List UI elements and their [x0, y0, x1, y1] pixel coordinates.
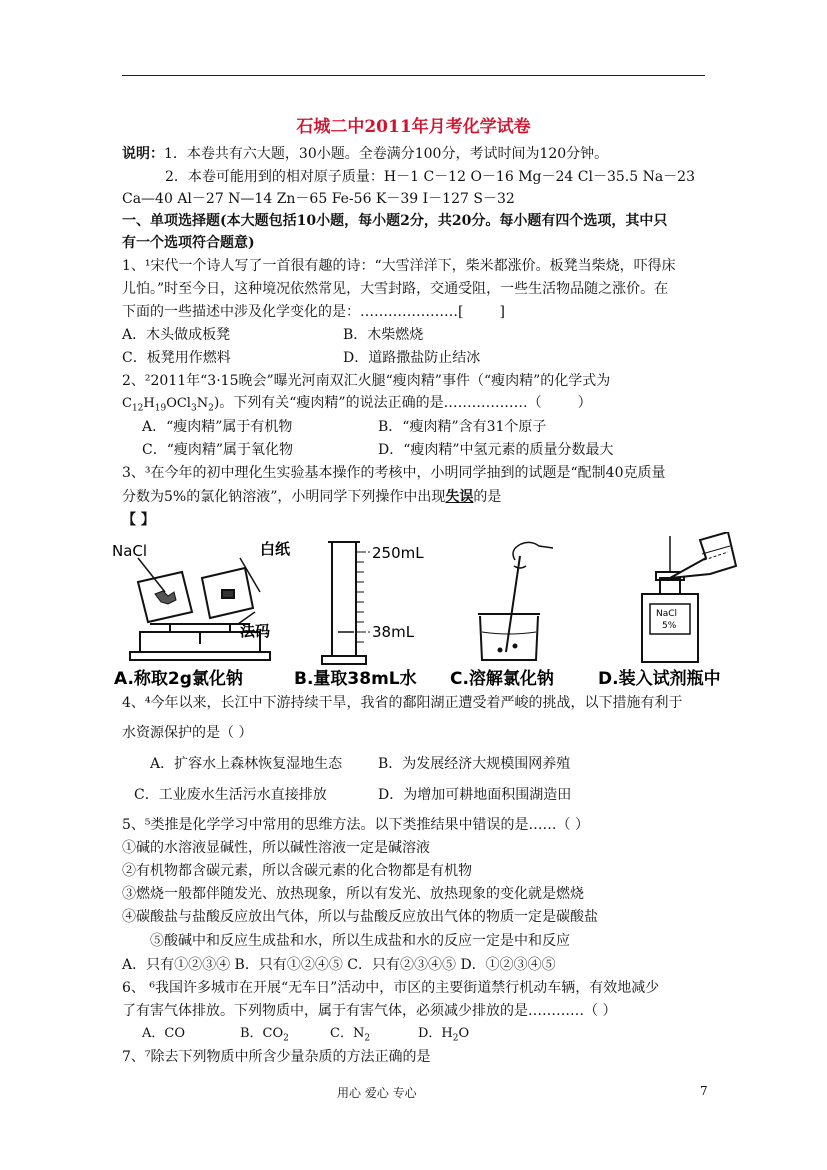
q6-option-a: A．CO: [142, 1026, 185, 1041]
balance-illustration: [130, 558, 270, 660]
instructions-label: 说明：: [122, 146, 164, 162]
q5-statement-2: ②有机物都含碳元素，所以含碳元素的化合物都是有机物: [122, 863, 472, 879]
header-rule: [122, 75, 705, 76]
q2-line-2: $C_{12}H_{19}OCl_3N_2$)。下列有关“瘦肉精”的说法正确的是………………（ ）: [122, 395, 592, 414]
caption-b: B.量取38mL水: [294, 669, 417, 689]
section-heading-1: 一、单项选择题(本大题包括10小题，每小题2分，共20分。每小题有四个选项，其中只: [122, 213, 668, 229]
caption-a: A.称取2g氯化钠: [114, 669, 243, 689]
instructions-line-3: Ca—40 Al－27 N—14 Zn－65 Fe-56 K－39 I－127 S－32: [122, 191, 515, 207]
q4-line-1: 4、⁴今年以来，长江中下游持续干旱，我省的鄱阳湖正遭受着严峻的挑战，以下措施有利于: [122, 695, 683, 711]
q5-statement-3: ③燃烧一般都伴随发光、放热现象，所以有发光、放热现象的变化就是燃烧: [122, 886, 584, 902]
bottle-label-name: NaCl: [656, 609, 678, 619]
q1-option-c: C．板凳用作燃料: [122, 350, 231, 366]
q2-line-1: 2、²2011年“3·15晚会”曝光河南双汇火腿“瘦肉精”事件（“瘦肉精”的化学式为: [122, 373, 611, 389]
page-number: 7: [700, 1084, 708, 1098]
q1-line-1: 1、¹宋代一个诗人写了一首很有趣的诗：“大雪洋洋下，柴米都涨价。板凳当柴烧，吓得床: [122, 258, 676, 274]
q2-formula: $C_{12}H_{19}OCl_3N_2$: [122, 396, 214, 414]
cylinder-illustration: [322, 542, 372, 664]
q5-statement-5: ⑤酸碱中和反应生成盐和水，所以生成盐和水的反应一定是中和反应: [150, 933, 570, 949]
q1-option-a: A．木头做成板凳: [122, 327, 231, 343]
q1-option-d: D．道路撒盐防止结冰: [343, 350, 481, 366]
q4-option-d: D．为增加可耕地面积围湖造田: [378, 787, 572, 803]
q2-option-d: D．“瘦肉精”中氢元素的质量分数最大: [378, 442, 614, 458]
q2-option-c: C．“瘦肉精”属于氧化物: [142, 442, 294, 458]
q4-option-c: C．工业废水生活污水直接排放: [134, 787, 327, 803]
q4-option-a: A．扩容水上森林恢复湿地生态: [150, 756, 343, 772]
q3-experiment-figure: [110, 532, 750, 692]
caption-d: D.装入试剂瓶中: [598, 669, 721, 689]
footer-motto: 用心 爱心 专心: [337, 1086, 417, 1100]
q7-line-1: 7、⁷除去下列物质中所含少量杂质的方法正确的是: [122, 1049, 431, 1065]
label-250ml: 250mL: [372, 544, 424, 562]
q3-line-1: 3、³在今年的初中理化生实验基本操作的考核中，小明同学抽到的试题是“配制40克质量: [122, 465, 666, 481]
label-weight: 法码: [240, 622, 271, 640]
q6-line-1: 6、 ⁶我国许多城市在开展“无车日”活动中，市区的主要街道禁行机动车辆，有效地减少: [122, 980, 660, 996]
q3-bracket: 【 】: [122, 512, 155, 528]
q5-line-1: 5、⁵类推是化学学习中常用的思维方法。以下类推结果中错误的是……（ ）: [122, 817, 589, 833]
label-nacl: NaCl: [112, 542, 148, 560]
q5-options: A．只有①②③④ B．只有①②④⑤ C．只有②③④⑤ D．①②③④⑤: [122, 957, 556, 973]
q5-statement-4: ④碳酸盐与盐酸反应放出气体，所以与盐酸反应放出气体的物质一定是碳酸盐: [122, 909, 598, 925]
instructions-line-2: 2．本卷可能用到的相对原子质量：H－1 C－12 O－16 Mg－24 Cl－35.5 Na－23: [165, 169, 695, 185]
q3-line-2: 分数为5%的氯化钠溶液”，小明同学下列操作中出现失误的是: [122, 489, 502, 505]
q6-option-c: C．$N_2$: [330, 1026, 371, 1044]
section-heading-2: 有一个选项符合题意): [122, 235, 255, 251]
label-paper: 白纸: [260, 540, 291, 558]
q2-option-a: A．“瘦肉精”属于有机物: [142, 419, 293, 435]
reagent-bottle-illustration: [642, 532, 736, 662]
q1-line-3: 下面的一些描述中涉及化学变化的是：…………………[ ]: [122, 304, 505, 320]
instructions-line-1: 说明：1．本卷共有六大题，30小题。全卷满分100分，考试时间为120分钟。: [122, 146, 609, 162]
q2-option-b: B．“瘦肉精”含有31个原子: [378, 419, 547, 435]
q6-line-2: 了有害气体排放。下列物质中，属于有害气体，必须减少排放的是…………（ ）: [122, 1003, 617, 1019]
q6-option-d: D．$H_2O$: [418, 1026, 470, 1044]
beaker-illustration: [478, 542, 553, 660]
q4-option-b: B．为发展经济大规模围网养殖: [378, 756, 571, 772]
caption-c: C.溶解氯化钠: [450, 669, 554, 689]
q5-statement-1: ①碱的水溶液显碱性，所以碱性溶液一定是碱溶液: [122, 840, 430, 856]
label-38ml: 38mL: [372, 623, 415, 641]
bottle-label-percent: 5%: [662, 621, 677, 631]
q6-option-b: B．$CO_2$: [240, 1026, 289, 1044]
q4-line-2: 水资源保护的是（ ）: [122, 725, 253, 741]
q1-option-b: B．木柴燃烧: [343, 327, 424, 343]
q1-line-2: 儿怕。”时至今日，这种境况依然常见，大雪封路，交通受阻，一些生活物品随之涨价。在: [122, 281, 669, 297]
page-title: 石城二中2011年月考化学试卷: [296, 117, 531, 137]
